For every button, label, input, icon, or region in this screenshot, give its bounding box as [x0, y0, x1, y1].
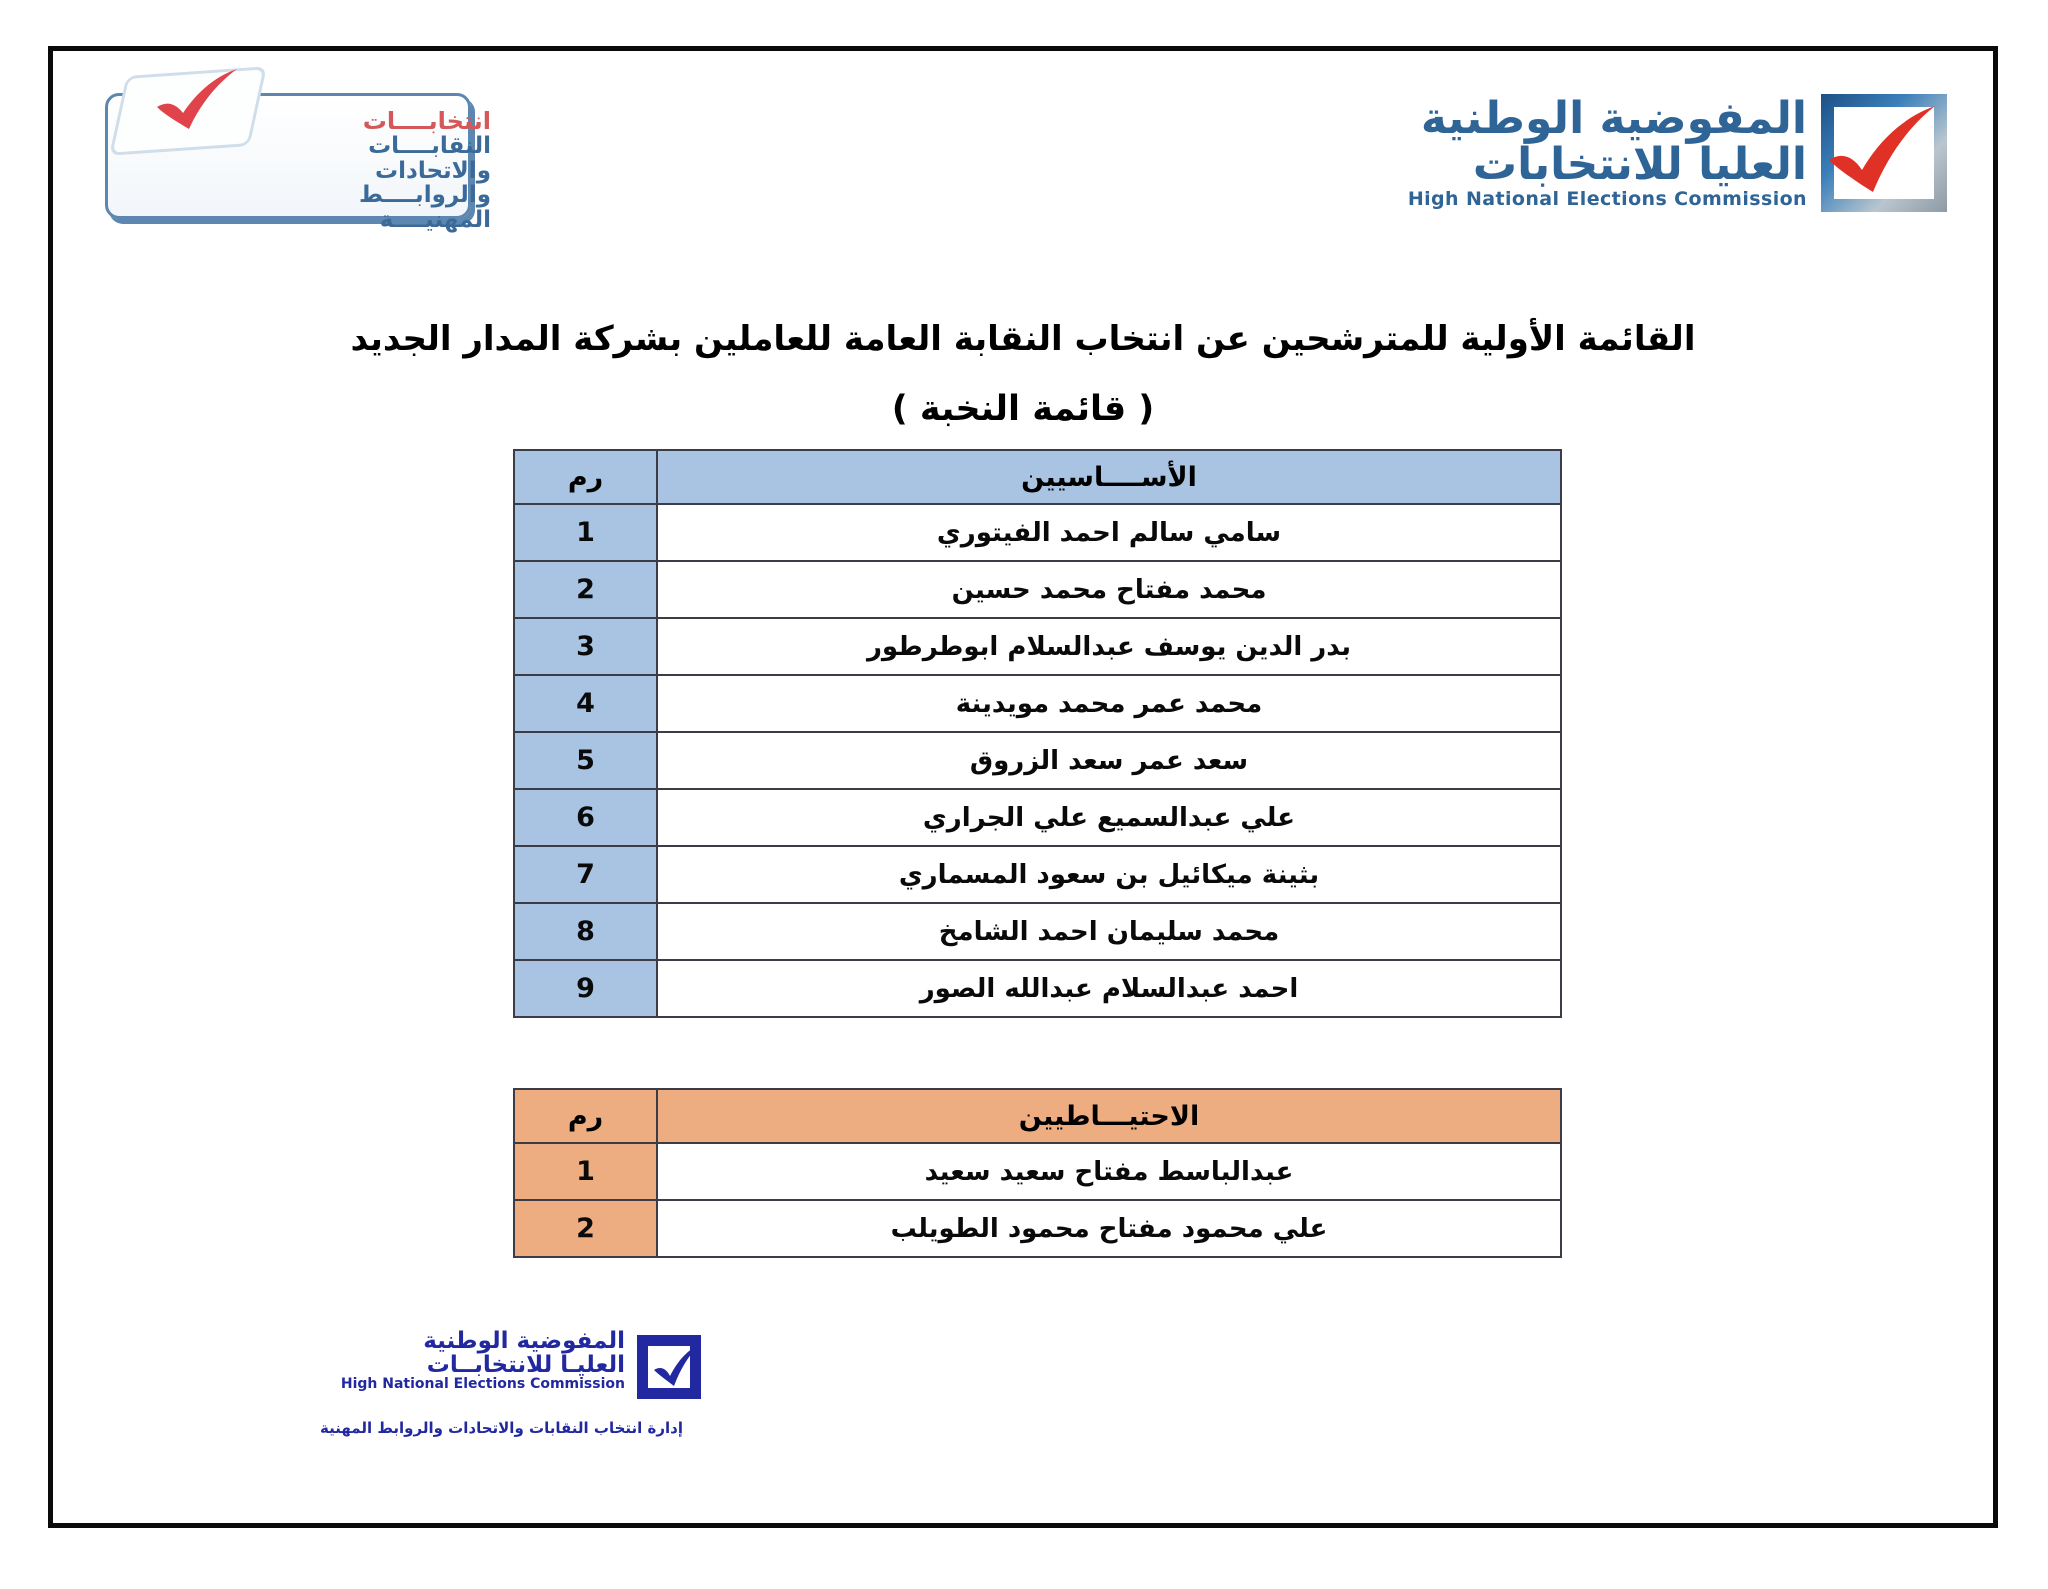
candidate-name: محمد مفتاح محمد حسين	[657, 561, 1561, 618]
table-header-row	[514, 450, 1561, 504]
reserve-header-name: الاحتيـــاطيين	[657, 1089, 1561, 1143]
stamp-text	[295, 1329, 625, 1392]
stamp-department: إدارة انتخاب النقابات والاتحادات والروابط المهنية	[320, 1419, 683, 1437]
table-row	[514, 846, 1561, 903]
document-header	[53, 51, 1993, 251]
unions-elections-logo	[105, 75, 505, 233]
hnec-footer-stamp	[271, 1327, 701, 1457]
main-header-name: الأســــاسيين	[657, 450, 1561, 504]
red-checkmark-icon	[149, 67, 245, 137]
table-row	[514, 561, 1561, 618]
main-header-number: رم	[514, 450, 657, 504]
candidate-name: محمد عمر محمد مويدينة	[657, 675, 1561, 732]
candidate-number: 9	[514, 960, 657, 1017]
table-row	[514, 903, 1561, 960]
hnec-logo-text	[1407, 92, 1807, 211]
candidate-number: 5	[514, 732, 657, 789]
stamp-arabic-line1: المفوضية الوطنية	[423, 1328, 625, 1354]
unions-logo-line1: انتخابــــات	[362, 107, 491, 135]
unions-logo-line3: والروابــــط المهنيــــة	[358, 182, 491, 233]
table-row	[514, 1143, 1561, 1200]
table-row	[514, 1200, 1561, 1257]
hnec-arabic-line1: المفوضية الوطنية	[1420, 92, 1807, 144]
page-title: القائمة الأولية للمترشحين عن انتخاب النقابة العامة للعاملين بشركة المدار الجديد	[350, 319, 1696, 359]
stamp-arabic-line2: العليـا للانتخابــات	[426, 1352, 625, 1379]
candidate-name: سعد عمر سعد الزروق	[657, 732, 1561, 789]
candidate-number: 7	[514, 846, 657, 903]
main-candidates-table	[513, 449, 1562, 1018]
candidate-number: 4	[514, 675, 657, 732]
table-row	[514, 732, 1561, 789]
stamp-checkbox-icon	[637, 1335, 701, 1399]
candidate-number: 3	[514, 618, 657, 675]
candidate-number: 6	[514, 789, 657, 846]
candidate-name: بدر الدين يوسف عبدالسلام ابوطرطور	[657, 618, 1561, 675]
stamp-english-name: High National Elections Commission	[340, 1376, 625, 1393]
reserve-name: عبدالباسط مفتاح سعيد سعيد	[657, 1143, 1561, 1200]
reserve-number: 1	[514, 1143, 657, 1200]
unions-logo-text	[265, 109, 491, 232]
candidate-name: محمد سليمان احمد الشامخ	[657, 903, 1561, 960]
candidate-name: سامي سالم احمد الفيتوري	[657, 504, 1561, 561]
document-page	[48, 46, 1998, 1528]
table-header-row	[514, 1089, 1561, 1143]
table-row	[514, 618, 1561, 675]
reserve-number: 2	[514, 1200, 657, 1257]
unions-logo-line2: النقابــــات والاتحادات	[368, 133, 491, 184]
candidate-name: احمد عبدالسلام عبدالله الصور	[657, 960, 1561, 1017]
reserve-candidates-table	[513, 1088, 1562, 1258]
candidate-name: بثينة ميكائيل بن سعود المسماري	[657, 846, 1561, 903]
table-row	[514, 504, 1561, 561]
candidate-number: 2	[514, 561, 657, 618]
table-row	[514, 789, 1561, 846]
reserve-header-number: رم	[514, 1089, 657, 1143]
candidate-name: علي عبدالسميع علي الجراري	[657, 789, 1561, 846]
candidate-number: 8	[514, 903, 657, 960]
hnec-arabic-line2: العليا للانتخابات	[1472, 138, 1807, 190]
hnec-logo	[1387, 83, 1947, 223]
hnec-english-name: High National Elections Commission	[1407, 188, 1807, 211]
table-row	[514, 960, 1561, 1017]
page-subtitle: ( قائمة النخبة )	[891, 389, 1155, 429]
reserve-name: علي محمود مفتاح محمود الطويلب	[657, 1200, 1561, 1257]
hnec-ballot-mark-icon	[1821, 94, 1947, 212]
candidate-number: 1	[514, 504, 657, 561]
table-row	[514, 675, 1561, 732]
